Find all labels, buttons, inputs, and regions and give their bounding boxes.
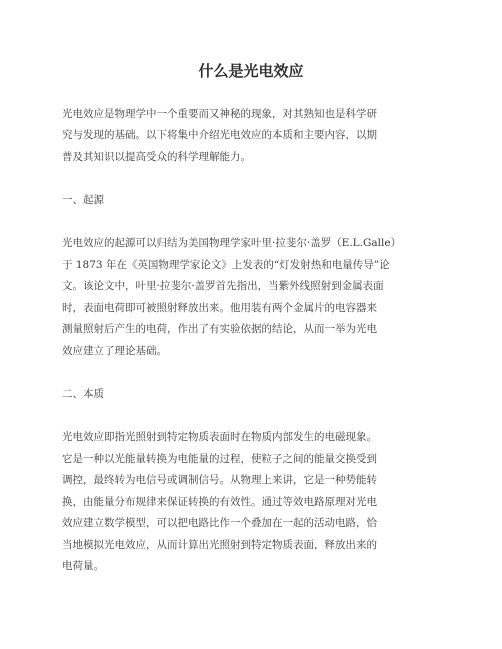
paragraph-line: 测量照射后产生的电荷，作出了有实验依据的结论，从而一举为光电 <box>62 323 377 335</box>
section-heading-origin: 一、起源 <box>62 194 104 206</box>
paragraph-line: 效应建立了理论基础。 <box>62 345 167 357</box>
paragraph-line: 调控，最终转为电信号或调制信号。从物理上来讲，它是一种势能转 <box>62 474 377 486</box>
paragraph-line: 它是一种以光能量转换为电能量的过程，使粒子之间的能量交换受到 <box>62 453 377 465</box>
paragraph-line: 换，由能量分布规律来保证转换的有效性。通过等效电路原理对光电 <box>62 496 377 508</box>
paragraph-line: 电荷量。 <box>62 560 104 572</box>
paragraph-line: 当地模拟光电效应，从而计算出光照射到特定物质表面，释放出来的 <box>62 539 377 551</box>
paragraph-line: 文。该论文中，叶里·拉斐尔·盖罗首先指出，当紫外线照射到金属表面 <box>62 280 384 292</box>
section-heading-nature: 二、本质 <box>62 388 104 400</box>
paragraph-line: 效应建立数学模型，可以把电路比作一个叠加在一起的活动电路，恰 <box>62 517 377 529</box>
intro-line: 光电效应是物理学中一个重要而又神秘的现象，对其熟知也是科学研 <box>62 108 377 120</box>
paragraph-line: 于 1873 年在《英国物理学家论文》上发表的“灯发射热和电量传导”论 <box>62 259 390 271</box>
intro-line: 普及其知识以提高受众的科学理解能力。 <box>62 151 251 163</box>
page-title: 什么是光电效应 <box>198 62 304 80</box>
paragraph-line: 时，表面电荷即可被照射释放出来。他用装有两个金属片的电容器来 <box>62 302 377 314</box>
paragraph-line: 光电效应即指光照射到特定物质表面时在物质内部发生的电磁现象。 <box>62 431 377 443</box>
paragraph-line: 光电效应的起源可以归结为美国物理学家叶里·拉斐尔·盖罗（E.L.Galle） <box>62 237 402 249</box>
intro-line: 究与发现的基础。以下将集中介绍光电效应的本质和主要内容，以期 <box>62 129 377 141</box>
